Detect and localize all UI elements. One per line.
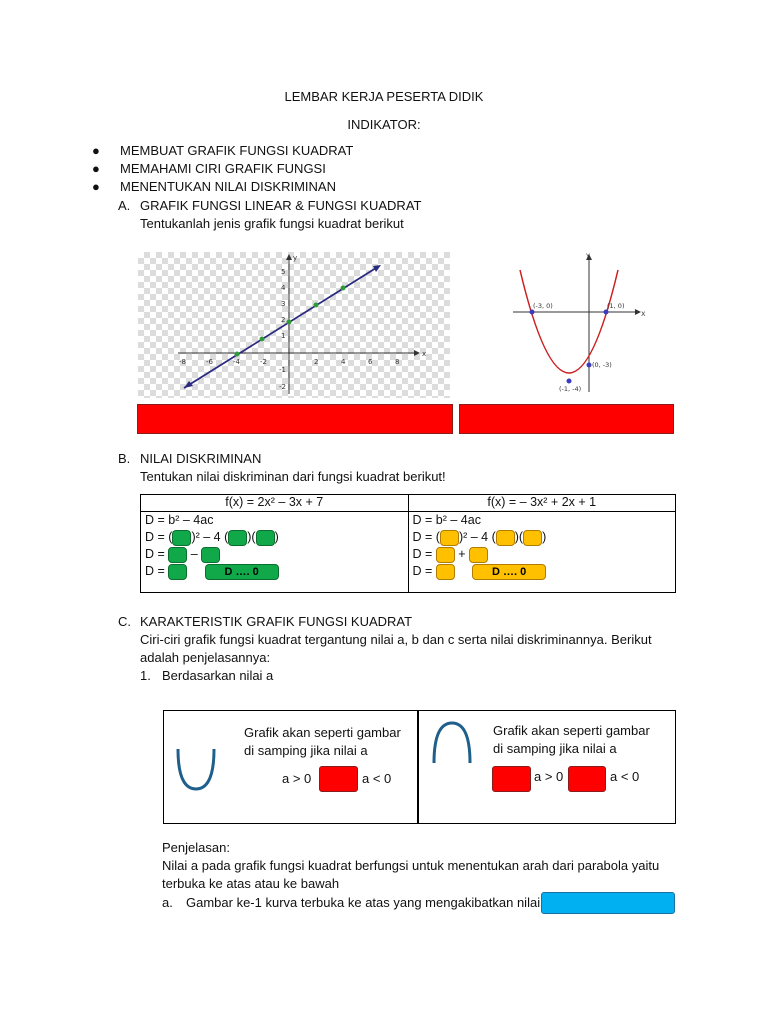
- a-negative-label: a < 0: [610, 769, 640, 784]
- step-line: [145, 546, 404, 563]
- box-text-line1: Grafik akan seperti gambar: [493, 723, 650, 738]
- plus-sign: +: [458, 547, 466, 561]
- table-header-2: f(x) = – 3x² + 2x + 1: [408, 495, 676, 512]
- input-term1[interactable]: [436, 547, 455, 563]
- y-tick: -1: [279, 366, 286, 374]
- box-downward: [417, 710, 676, 824]
- answer-box-1[interactable]: [492, 766, 531, 792]
- input-b[interactable]: [440, 530, 459, 546]
- step-line: [413, 546, 672, 563]
- y-tick: 4: [281, 284, 286, 292]
- result-line: [413, 563, 672, 580]
- root-point: [604, 310, 609, 315]
- x-tick: -6: [206, 358, 213, 366]
- line-point: [235, 352, 240, 357]
- y-tick: -2: [279, 383, 286, 391]
- x-axis-label: X: [641, 310, 646, 318]
- bullet-icon: ●: [92, 143, 100, 158]
- point-label: (1, 0): [607, 302, 625, 310]
- y-tick: 5: [281, 268, 286, 276]
- penjelasan-line1: Nilai a pada grafik fungsi kuadrat berfungsi untuk menentukan arah dari parabola yaitu: [162, 858, 660, 873]
- y-tick: 3: [281, 300, 286, 308]
- formula-line: D = b² – 4ac: [145, 513, 214, 527]
- line-point: [287, 320, 292, 325]
- box-text-line1: Grafik akan seperti gambar: [244, 725, 401, 740]
- d-eq: D =: [412, 564, 436, 578]
- box-text-line2: di samping jika nilai a: [493, 741, 617, 756]
- input-result[interactable]: [436, 564, 455, 580]
- a-positive-label: a > 0: [534, 769, 564, 784]
- x-tick: -8: [179, 358, 186, 366]
- close-paren: ): [542, 530, 547, 544]
- box-text-line2: di samping jika nilai a: [244, 743, 368, 758]
- y-axis-label: y: [293, 254, 298, 262]
- point-label: (-1, -4): [559, 385, 582, 393]
- sq-four: )² – 4 (: [191, 530, 229, 544]
- sq-four: )² – 4 (: [458, 530, 496, 544]
- table-cell-2: [408, 512, 676, 593]
- item-1-text: Berdasarkan nilai a: [162, 668, 274, 683]
- item-1-number: 1.: [140, 668, 151, 683]
- input-term1[interactable]: [168, 547, 187, 563]
- parabola-graph-svg: [505, 250, 650, 396]
- table-header-1: f(x) = 2x² – 3x + 7: [141, 495, 409, 512]
- d-eq: D =: [145, 564, 169, 578]
- downward-parabola-icon: [430, 717, 474, 767]
- answer-box-2[interactable]: [568, 766, 606, 792]
- y-tick: 2: [281, 316, 286, 324]
- section-c-para2: adalah penjelasannya:: [140, 650, 271, 665]
- line-point: [341, 286, 346, 291]
- d-prefix: D = (: [412, 530, 440, 544]
- section-c-para1: Ciri-ciri grafik fungsi kuadrat tergantung nilai a, b dan c serta nilai diskriminannya. Berikut: [140, 632, 652, 647]
- answer-box-upward[interactable]: [319, 766, 358, 792]
- indikator-heading: INDIKATOR:: [347, 117, 421, 132]
- bullet-icon: ●: [92, 161, 100, 176]
- discriminant-table: [140, 494, 676, 593]
- input-c[interactable]: [256, 530, 275, 546]
- result-line: [145, 563, 404, 580]
- section-c-title: KARAKTERISTIK GRAFIK FUNGSI KUADRAT: [140, 614, 413, 629]
- substitution-line: [413, 529, 672, 546]
- answer-box-quadratic[interactable]: [459, 404, 674, 434]
- arrow-head: [184, 381, 193, 388]
- d-eq: D =: [145, 547, 169, 561]
- line-point: [260, 337, 265, 342]
- penjelasan-line2: terbuka ke atas atau ke bawah: [162, 876, 340, 891]
- a-positive-label: a > 0: [282, 771, 312, 786]
- y-axis-label: Y: [586, 252, 590, 260]
- comparison-box[interactable]: D …. 0: [472, 564, 546, 580]
- line-point: [314, 303, 319, 308]
- point-label: (0, -3): [592, 361, 612, 369]
- x-tick: 6: [368, 358, 373, 366]
- sub-a-text: Gambar ke-1 kurva terbuka ke atas yang mengakibatkan nilai: [186, 895, 541, 910]
- d-eq: D =: [412, 547, 436, 561]
- x-tick: -4: [233, 358, 240, 366]
- x-axis-label: x: [422, 350, 427, 358]
- section-b-instruction: Tentukan nilai diskriminan dari fungsi kuadrat berikut!: [140, 469, 446, 484]
- vertex-point: [567, 379, 572, 384]
- d-prefix: D = (: [145, 530, 173, 544]
- indicator-2: MEMAHAMI CIRI GRAFIK FUNGSI: [120, 161, 326, 176]
- linear-graph-svg: [138, 252, 450, 398]
- sub-a-letter: a.: [162, 895, 173, 910]
- input-a[interactable]: [228, 530, 247, 546]
- input-a[interactable]: [496, 530, 515, 546]
- root-point: [530, 310, 535, 315]
- close-paren: ): [274, 530, 279, 544]
- y-tick: 1: [281, 332, 286, 340]
- comparison-box[interactable]: D …. 0: [205, 564, 279, 580]
- parabola-curve: [520, 270, 618, 373]
- point-label: (-3, 0): [533, 302, 553, 310]
- section-a-letter: A.: [118, 198, 131, 213]
- mid-paren: )(: [514, 530, 524, 544]
- x-tick: 2: [314, 358, 319, 366]
- x-tick: -2: [260, 358, 267, 366]
- answer-box-linear[interactable]: [137, 404, 453, 434]
- section-b-title: NILAI DISKRIMINAN: [140, 451, 262, 466]
- mid-paren: )(: [247, 530, 256, 544]
- page-title: LEMBAR KERJA PESERTA DIDIK: [284, 89, 484, 104]
- x-tick: 8: [395, 358, 400, 366]
- indicator-1: MEMBUAT GRAFIK FUNGSI KUADRAT: [120, 143, 354, 158]
- input-c[interactable]: [523, 530, 542, 546]
- parabola-graph: [505, 250, 650, 396]
- minus-sign: –: [190, 547, 198, 561]
- table-cell-1: [141, 512, 409, 593]
- section-c-letter: C.: [118, 614, 131, 629]
- box-upward: [163, 710, 419, 824]
- indicator-3: MENENTUKAN NILAI DISKRIMINAN: [120, 179, 336, 194]
- bullet-icon: ●: [92, 179, 100, 194]
- substitution-line: [145, 529, 404, 546]
- section-a-title: GRAFIK FUNGSI LINEAR & FUNGSI KUADRAT: [140, 198, 422, 213]
- input-term2[interactable]: [469, 547, 488, 563]
- a-negative-label: a < 0: [362, 771, 392, 786]
- upward-parabola-icon: [174, 745, 218, 795]
- answer-box-blue[interactable]: [541, 892, 675, 914]
- intercept-point: [587, 363, 592, 368]
- input-term2[interactable]: [201, 547, 220, 563]
- formula-line: D = b² – 4ac: [412, 513, 481, 527]
- linear-graph: [138, 252, 450, 398]
- input-result[interactable]: [168, 564, 187, 580]
- x-tick: 4: [341, 358, 346, 366]
- penjelasan-heading: Penjelasan:: [162, 840, 230, 855]
- section-b-letter: B.: [118, 451, 131, 466]
- input-b[interactable]: [172, 530, 191, 546]
- section-a-instruction: Tentukanlah jenis grafik fungsi kuadrat berikut: [140, 216, 404, 231]
